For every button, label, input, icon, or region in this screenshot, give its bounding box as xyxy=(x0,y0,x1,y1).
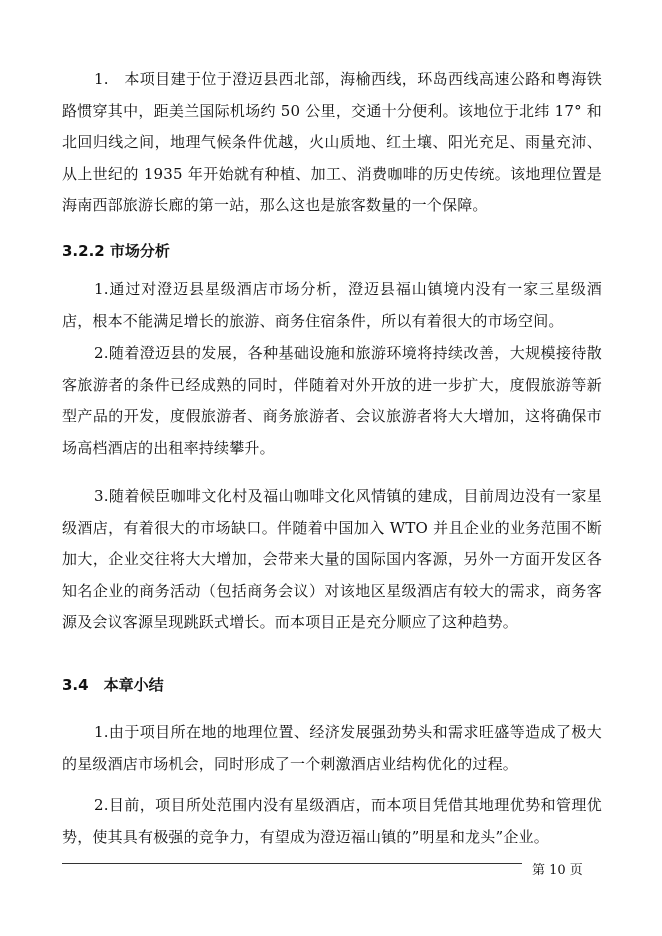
summary-paragraph-2: 2.目前，项目所处范围内没有星级酒店，而本项目凭借其地理优势和管理优势，使其具有极强的竞争力，有望成为澄迈福山镇的”明星和龙头”企业。 xyxy=(62,796,602,846)
market-paragraph-1: 1.通过对澄迈县星级酒店市场分析，澄迈县福山镇境内没有一家三星级酒店，根本不能满足增长的旅游、商务住宿条件，所以有着很大的市场空间。 xyxy=(62,280,602,330)
section-heading-market-analysis: 3.2.2 市场分析 xyxy=(62,242,170,260)
market-paragraph-2: 2.随着澄迈县的发展，各种基础设施和旅游环境将持续改善，大规模接待散客旅游者的条件已经成熟的同时，伴随着对外开放的进一步扩大，度假旅游等新型产品的开发，度假旅游者、商务旅游者、会议旅游者将大大增加，这将确保市场高档酒店的出租率持续攀升。 xyxy=(62,344,602,457)
summary-paragraph-1: 1.由于项目所在地的地理位置、经济发展强劲势头和需求旺盛等造成了极大的星级酒店市场机会，同时形成了一个刺激酒店业结构优化的过程。 xyxy=(62,723,602,773)
section-heading-chapter-summary: 3.4 本章小结 xyxy=(62,676,164,694)
intro-paragraph: 1. 本项目建于位于澄迈县西北部，海榆西线，环岛西线高速公路和粤海铁路惯穿其中，距美兰国际机场约 50 公里，交通十分便利。该地位于北纬 17° 和北回归线之间，地理气候条件优越，火山质地、红土壤、阳光充足、雨量充沛、从上世纪的 1935 年开始就有种植、加工、消费咖啡的历史传统。该地理位置是海南西部旅游长廊的第一站，那么这也是旅客数量的一个保障。 xyxy=(62,70,602,214)
page-number: 第 10 页 xyxy=(532,863,583,878)
market-paragraph-3: 3.随着候臣咖啡文化村及福山咖啡文化风情镇的建成，目前周边没有一家星级酒店，有着很大的市场缺口。伴随着中国加入 WTO 并且企业的业务范围不断加大，企业交往将大大增加，会带来大量的国际国内客源，另外一方面开发区各知名企业的商务活动（包括商务会议）对该地区星级酒店有较大的需求，商务客源及会议客源呈现跳跃式增长。而本项目正是充分顺应了这种趋势。 xyxy=(62,487,602,631)
footer-divider xyxy=(62,863,522,864)
